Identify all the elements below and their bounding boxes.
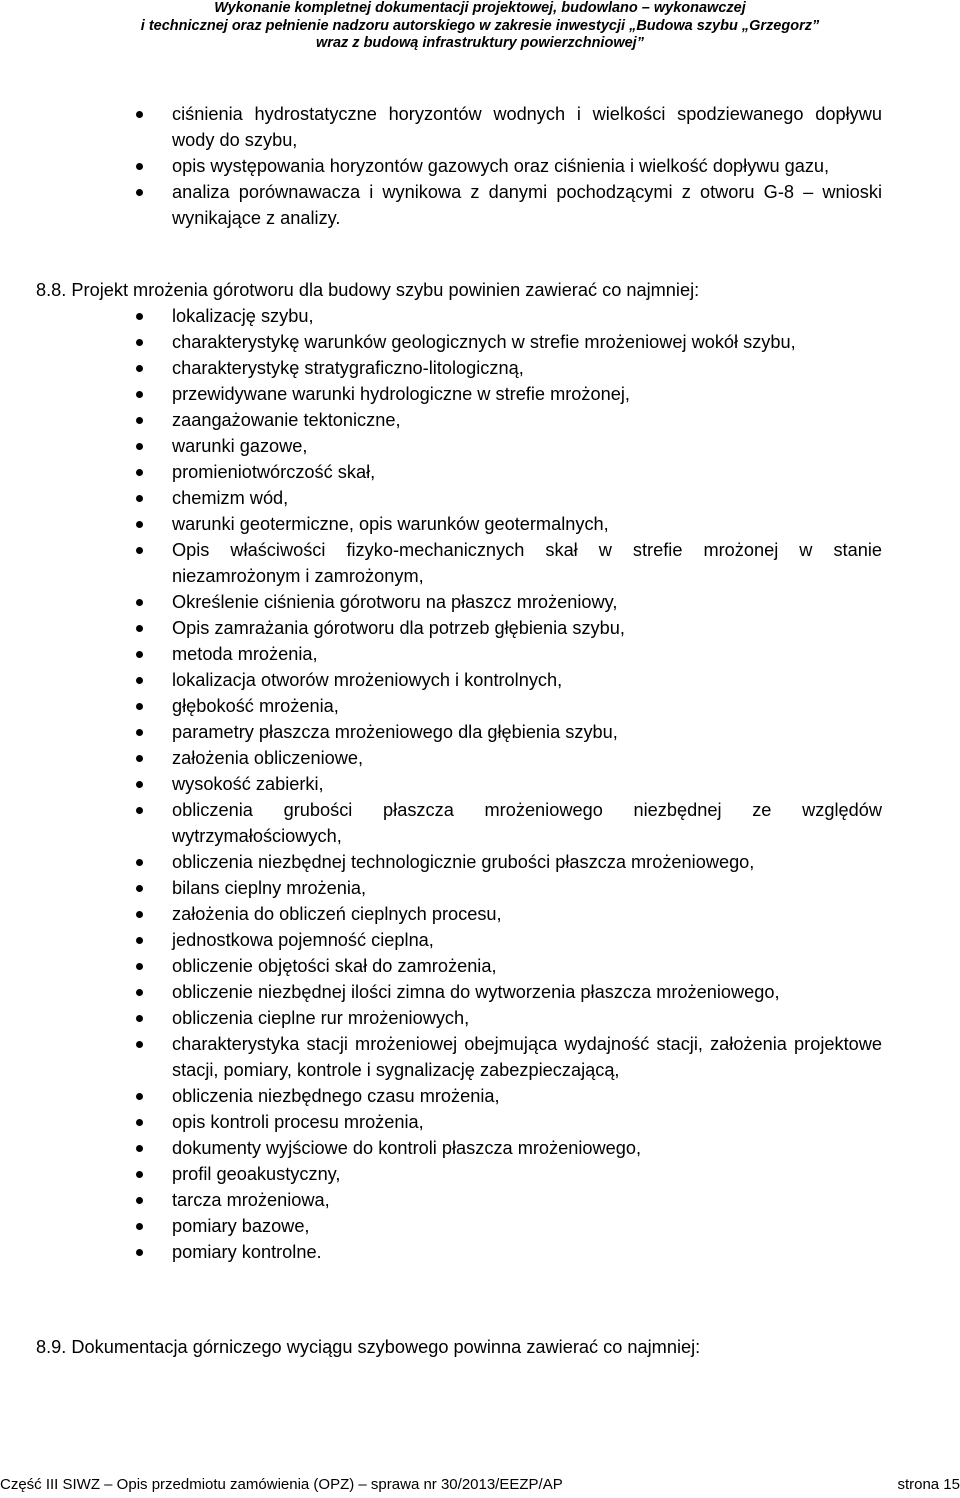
bullet-icon: [136, 521, 143, 528]
bullet-icon: [136, 1041, 143, 1048]
bullet-icon: [136, 937, 143, 944]
list-item: [0, 719, 960, 745]
list-item: [0, 407, 960, 433]
list-item-text: opis występowania horyzontów gazowych oraz ciśnienia i wielkość dopływu gazu,: [172, 156, 830, 176]
list-item: [0, 875, 960, 901]
list-item: [0, 901, 960, 927]
list-item: [0, 459, 960, 485]
list-item: [0, 485, 960, 511]
list-item-text: Określenie ciśnienia górotworu na płaszcz mrożeniowy,: [172, 592, 618, 612]
list-item: [0, 1083, 960, 1109]
bullet-icon: [136, 781, 143, 788]
list-item-text: wysokość zabierki,: [172, 774, 324, 794]
list-item-text: profil geoakustyczny,: [172, 1164, 341, 1184]
list-item: [0, 179, 960, 231]
list-item-text: dokumenty wyjściowe do kontroli płaszcza mrożeniowego,: [172, 1138, 642, 1158]
list-item-text: obliczenia cieplne rur mrożeniowych,: [172, 1008, 470, 1028]
bullet-icon: [136, 1093, 143, 1100]
header-line-3: wraz z budową infrastruktury powierzchniowej”: [316, 35, 644, 51]
footer-page-number: strona 15: [897, 1476, 960, 1493]
list-item: [0, 101, 960, 153]
list-item-text: pomiary kontrolne.: [172, 1242, 322, 1262]
list-item: [0, 979, 960, 1005]
list-item-text: Opis zamrażania górotworu dla potrzeb głębienia szybu,: [172, 618, 625, 638]
section-8-9-heading: 8.9. Dokumentacja górniczego wyciągu szybowego powinna zawierać co najmniej:: [36, 1337, 701, 1357]
list-item: [0, 927, 960, 953]
list-item-text: chemizm wód,: [172, 488, 289, 508]
bullet-icon: [136, 599, 143, 606]
bullet-list-freezing-project: [0, 303, 960, 1265]
list-item: [0, 537, 960, 589]
list-item: [0, 329, 960, 355]
bullet-icon: [136, 703, 143, 710]
bullet-icon: [136, 313, 143, 320]
list-item-text: tarcza mrożeniowa,: [172, 1190, 330, 1210]
bullet-icon: [136, 163, 143, 170]
list-item: [0, 589, 960, 615]
list-item: [0, 745, 960, 771]
bullet-icon: [136, 755, 143, 762]
list-item-text: charakterystykę warunków geologicznych w strefie mrożeniowej wokół szybu,: [172, 332, 796, 352]
list-item: [0, 1031, 960, 1083]
list-item: [0, 641, 960, 667]
bullet-icon: [136, 189, 143, 196]
page-header: [0, 0, 960, 53]
header-line-2: i technicznej oraz pełnienie nadzoru autorskiego w zakresie inwestycji „Budowa szybu „Grzegorz”: [140, 17, 820, 34]
list-item-text: opis kontroli procesu mrożenia,: [172, 1112, 424, 1132]
list-item-text: ciśnienia hydrostatyczne horyzontów wodnych i wielkości spodziewanego dopływu wody do szybu,: [172, 104, 882, 150]
list-item: [0, 1109, 960, 1135]
list-item: [0, 303, 960, 329]
bullet-icon: [136, 365, 143, 372]
bullet-icon: [136, 111, 143, 118]
list-item-text: obliczenie objętości skał do zamrożenia,: [172, 956, 497, 976]
list-item: [0, 667, 960, 693]
bullet-list-water-gas: [0, 101, 960, 231]
list-item-text: warunki gazowe,: [172, 436, 308, 456]
list-item-text: lokalizacja otworów mrożeniowych i kontrolnych,: [172, 670, 563, 690]
list-item: [0, 849, 960, 875]
header-line-1: Wykonanie kompletnej dokumentacji projektowej, budowlano – wykonawczej: [214, 0, 746, 16]
bullet-icon: [136, 651, 143, 658]
bullet-icon: [136, 495, 143, 502]
list-item: [0, 1239, 960, 1265]
list-item: [0, 355, 960, 381]
bullet-icon: [136, 885, 143, 892]
list-item: [0, 953, 960, 979]
bullet-icon: [136, 1197, 143, 1204]
bullet-icon: [136, 1249, 143, 1256]
bullet-icon: [136, 1171, 143, 1178]
list-item-text: pomiary bazowe,: [172, 1216, 310, 1236]
list-item-text: lokalizację szybu,: [172, 306, 314, 326]
list-item: [0, 511, 960, 537]
bullet-icon: [136, 963, 143, 970]
bullet-icon: [136, 1223, 143, 1230]
bullet-icon: [136, 443, 143, 450]
list-item-text: Opis właściwości fizyko-mechanicznych skał w strefie mrożonej w stanie niezamrożonym i zamrożonym,: [172, 540, 882, 586]
list-item-text: obliczenia niezbędnej technologicznie grubości płaszcza mrożeniowego,: [172, 852, 755, 872]
list-item-text: warunki geotermiczne, opis warunków geotermalnych,: [172, 514, 609, 534]
bullet-icon: [136, 1015, 143, 1022]
list-item-text: założenia do obliczeń cieplnych procesu,: [172, 904, 502, 924]
list-item-text: zaangażowanie tektoniczne,: [172, 410, 401, 430]
list-item-text: obliczenia grubości płaszcza mrożeniowego niezbędnej ze względów wytrzymałościowych,: [172, 800, 882, 846]
list-item-text: obliczenia niezbędnego czasu mrożenia,: [172, 1086, 500, 1106]
list-item: [0, 615, 960, 641]
list-item: [0, 433, 960, 459]
list-item-text: bilans cieplny mrożenia,: [172, 878, 367, 898]
bullet-icon: [136, 469, 143, 476]
list-item: [0, 1213, 960, 1239]
bullet-icon: [136, 417, 143, 424]
bullet-icon: [136, 1119, 143, 1126]
list-item-text: obliczenie niezbędnej ilości zimna do wytworzenia płaszcza mrożeniowego,: [172, 982, 780, 1002]
bullet-icon: [136, 989, 143, 996]
list-item-text: charakterystyka stacji mrożeniowej obejmująca wydajność stacji, założenia projektowe stacji, pomiary, kontrole i sygnalizację zabezpieczającą,: [172, 1034, 882, 1080]
bullet-icon: [136, 339, 143, 346]
bullet-icon: [136, 625, 143, 632]
bullet-icon: [136, 911, 143, 918]
list-item-text: przewidywane warunki hydrologiczne w strefie mrożonej,: [172, 384, 630, 404]
section-8-8-heading: 8.8. Projekt mrożenia górotworu dla budowy szybu powinien zawierać co najmniej:: [36, 280, 700, 300]
bullet-icon: [136, 1145, 143, 1152]
bullet-icon: [136, 859, 143, 866]
list-item-text: analiza porównawacza i wynikowa z danymi pochodzącymi z otworu G-8 – wnioski wynikające z analizy.: [172, 182, 882, 228]
list-item-text: charakterystykę stratygraficzno-litologiczną,: [172, 358, 524, 378]
list-item-text: głębokość mrożenia,: [172, 696, 339, 716]
list-item-text: założenia obliczeniowe,: [172, 748, 364, 768]
bullet-icon: [136, 729, 143, 736]
list-item: [0, 693, 960, 719]
list-item: [0, 771, 960, 797]
list-item: [0, 797, 960, 849]
list-item: [0, 1161, 960, 1187]
list-item: [0, 153, 960, 179]
bullet-icon: [136, 677, 143, 684]
bullet-icon: [136, 391, 143, 398]
list-item: [0, 1005, 960, 1031]
list-item: [0, 1135, 960, 1161]
list-item: [0, 381, 960, 407]
list-item-text: parametry płaszcza mrożeniowego dla głębienia szybu,: [172, 722, 618, 742]
list-item-text: jednostkowa pojemność cieplna,: [172, 930, 434, 950]
bullet-icon: [136, 547, 143, 554]
bullet-icon: [136, 807, 143, 814]
list-item-text: promieniotwórczość skał,: [172, 462, 376, 482]
list-item: [0, 1187, 960, 1213]
footer-document-reference: Część III SIWZ – Opis przedmiotu zamówienia (OPZ) – sprawa nr 30/2013/EEZP/AP: [0, 1476, 563, 1493]
list-item-text: metoda mrożenia,: [172, 644, 318, 664]
